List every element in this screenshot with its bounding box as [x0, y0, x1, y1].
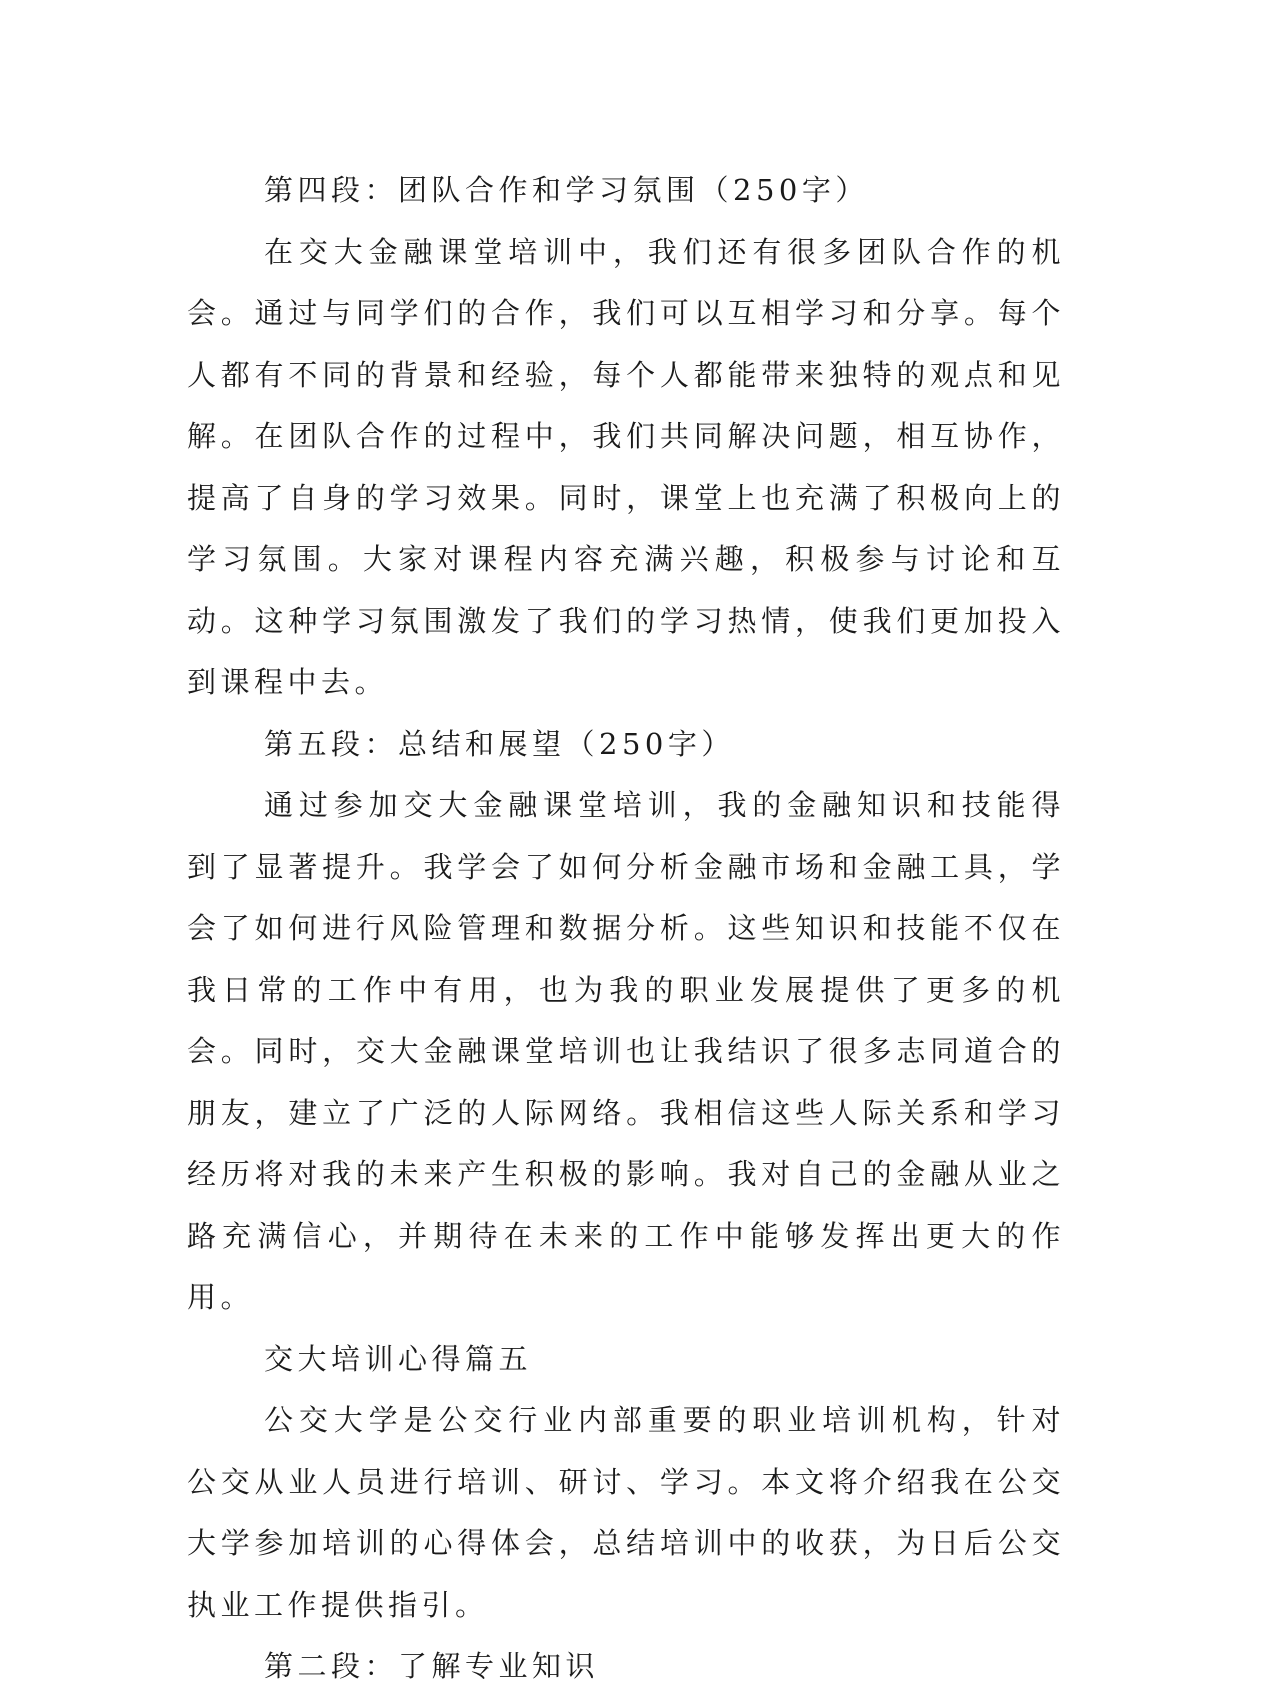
- body-paragraph: 公交大学是公交行业内部重要的职业培训机构，针对公交从业人员进行培训、研讨、学习。本文将介绍我在公交大学参加培训的心得体会，总结培训中的收获，为日后公交执业工作提供指引。: [187, 1403, 1065, 1622]
- section-heading-2: 第二段：了解专业知识: [264, 1649, 600, 1683]
- body-paragraph: 通过参加交大金融课堂培训，我的金融知识和技能得到了显著提升。我学会了如何分析金融市场和金融工具，学会了如何进行风险管理和数据分析。这些知识和技能不仅在我日常的工作中有用，也为我的职业发展提供了更多的机会。同时，交大金融课堂培训也让我结识了很多志同道合的朋友，建立了广泛的人际网络。我相信这些人际关系和学习经历将对我的未来产生积极的影响。我对自己的金融从业之路充满信心，并期待在未来的工作中能够发挥出更大的作用。: [187, 788, 1065, 1314]
- section-heading-5: 第五段：总结和展望（250字）: [264, 726, 735, 761]
- document-body: [187, 160, 1065, 1698]
- body-paragraph: 在交大金融课堂培训中，我们还有很多团队合作的机会。通过与同学们的合作，我们可以互相学习和分享。每个人都有不同的背景和经验，每个人都能带来独特的观点和见解。在团队合作的过程中，我们共同解决问题，相互协作，提高了自身的学习效果。同时，课堂上也充满了积极向上的学习氛围。大家对课程内容充满兴趣，积极参与讨论和互动。这种学习氛围激发了我们的学习热情，使我们更加投入到课程中去。: [187, 234, 1065, 699]
- article-title: 交大培训心得篇五: [264, 1341, 533, 1376]
- section-heading-4: 第四段：团队合作和学习氛围（250字）: [264, 173, 869, 207]
